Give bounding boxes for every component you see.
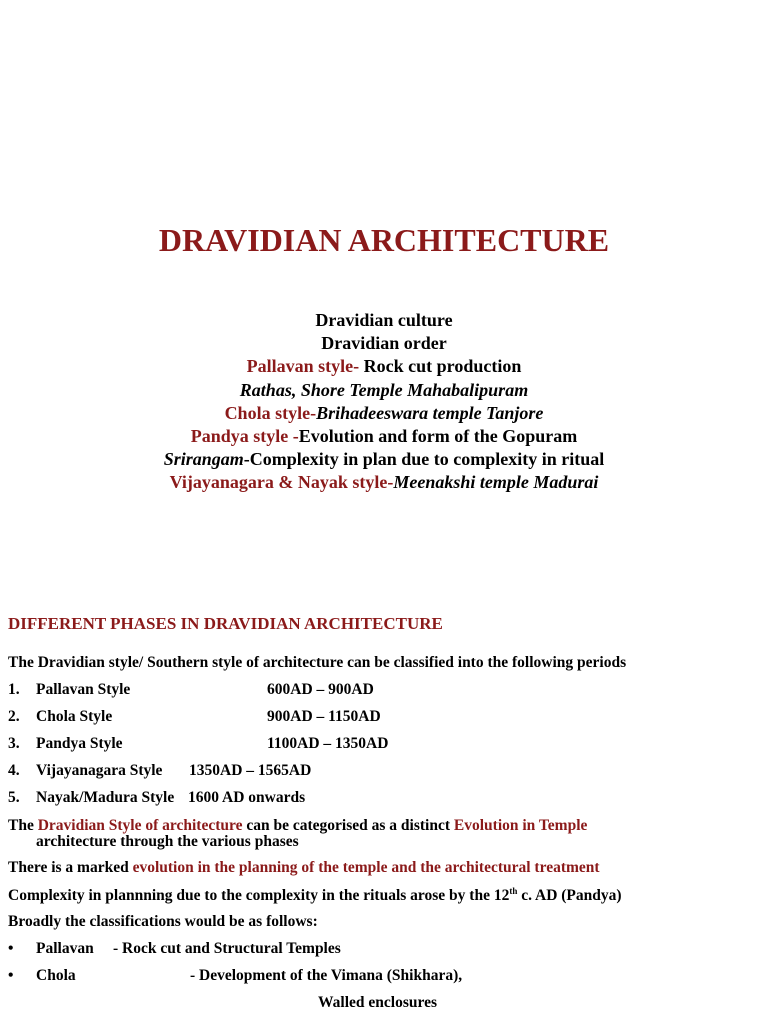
- topic-style-name: Pallavan style-: [246, 356, 360, 377]
- topic-line: [0, 402, 768, 425]
- period-range: 1600 AD onwards: [188, 789, 306, 806]
- topic-line: [0, 309, 768, 332]
- paragraph-classifications: Broadly the classifications would be as follows:: [8, 913, 318, 930]
- text-span: can be categorised as a distinct: [242, 817, 454, 834]
- period-number: 3.: [8, 735, 20, 752]
- topic-text: Dravidian order: [321, 333, 447, 354]
- bullet-icon: •: [8, 967, 14, 984]
- text-span: There is a marked: [8, 859, 133, 876]
- bullet-icon: •: [8, 940, 14, 957]
- bullet-name: Chola: [36, 967, 76, 984]
- bullet-name: Pallavan: [36, 940, 94, 957]
- highlight-text: Evolution in Temple: [453, 817, 588, 834]
- bullet-continuation: Walled enclosures: [318, 994, 437, 1011]
- period-number: 5.: [8, 789, 20, 806]
- intro-paragraph: The Dravidian style/ Southern style of architecture can be classified into the following periods: [8, 654, 627, 671]
- section-heading: DIFFERENT PHASES IN DRAVIDIAN ARCHITECTURE: [8, 614, 443, 633]
- paragraph-complexity: [8, 886, 622, 905]
- text-span: The: [8, 817, 38, 834]
- period-style: Pallavan Style: [36, 681, 131, 698]
- bullet-desc: - Development of the Vimana (Shikhara),: [190, 967, 463, 984]
- topic-text: Rock cut production: [359, 356, 522, 377]
- paragraph-evolution-cont: architecture through the various phases: [36, 833, 299, 850]
- period-style: Vijayanagara Style: [36, 762, 163, 779]
- period-number: 4.: [8, 762, 20, 779]
- topic-text: Dravidian culture: [315, 310, 453, 330]
- topic-example: Rathas, Shore Temple Mahabalipuram: [239, 379, 529, 400]
- period-range: 600AD – 900AD: [267, 681, 374, 698]
- period-style: Chola Style: [36, 708, 113, 725]
- topic-line: [0, 425, 768, 448]
- topics-list: [0, 309, 768, 495]
- topic-style-name: Pandya style -: [190, 426, 299, 447]
- period-number: 2.: [8, 708, 20, 725]
- topic-line: [0, 332, 768, 355]
- superscript: th: [509, 886, 518, 896]
- text-span: c. AD (Pandya): [517, 887, 622, 904]
- text-span: Complexity in plannning due to the complexity in the rituals arose by the 12: [8, 887, 510, 904]
- highlight-text: evolution in the planning of the temple and the architectural treatment: [132, 859, 600, 876]
- topic-line: [0, 471, 768, 494]
- topic-line: [0, 448, 768, 471]
- period-style: Nayak/Madura Style: [36, 789, 175, 806]
- period-range: 900AD – 1150AD: [267, 708, 381, 725]
- period-style: Pandya Style: [36, 735, 123, 752]
- highlight-text: Dravidian Style of architecture: [37, 817, 243, 834]
- topic-example: Meenakshi temple Madurai: [393, 472, 599, 493]
- period-number: 1.: [8, 681, 20, 698]
- paragraph-planning: [8, 859, 600, 877]
- period-range: 1100AD – 1350AD: [267, 735, 389, 752]
- period-range: 1350AD – 1565AD: [189, 762, 312, 779]
- topic-line: [0, 379, 768, 402]
- topic-example: Srirangam: [163, 449, 244, 470]
- topic-text: Evolution and form of the Gopuram: [298, 426, 578, 447]
- topic-line: [0, 355, 768, 378]
- page-title: DRAVIDIAN ARCHITECTURE: [158, 222, 610, 258]
- topic-text: -Complexity in plan due to complexity in ritual: [243, 449, 605, 470]
- topic-style-name: Vijayanagara & Nayak style-: [169, 472, 394, 493]
- topic-style-name: Chola style-: [224, 402, 317, 423]
- bullet-desc: - Rock cut and Structural Temples: [113, 940, 341, 957]
- topic-example: Brihadeeswara temple Tanjore: [316, 402, 544, 423]
